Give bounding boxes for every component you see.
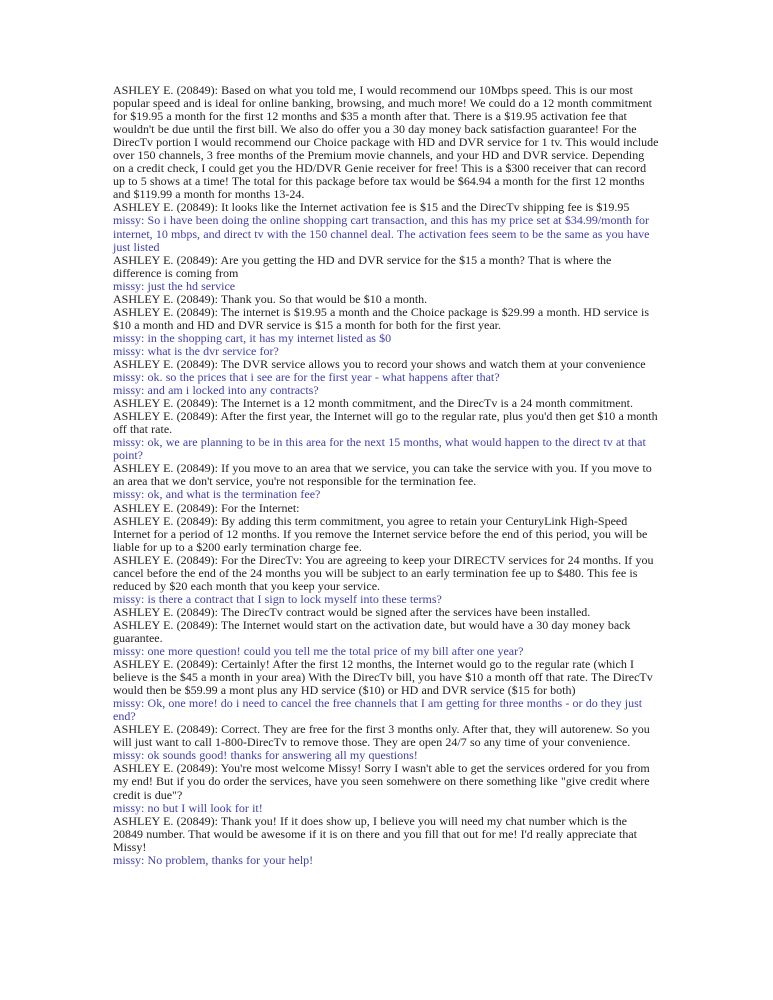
chat-message-agent: ASHLEY E. (20849): Are you getting the HD and DVR service for the $15 a month? That is where the difference is coming from <box>113 252 612 280</box>
chat-message-customer: missy: just the hd service <box>113 278 236 293</box>
chat-message-agent: ASHLEY E. (20849): By adding this term commitment, you agree to retain your CenturyLink High-Speed Internet for a period of 12 months. If you remove the Internet service before the end of this period, you will be liable for up to a $200 early termination charge fee. <box>113 513 648 554</box>
chat-message-agent: ASHLEY E. (20849): Certainly! After the first 12 months, the Internet would go to the regular rate (which I believe is the $45 a month in your area) With the DirecTv bill, you have $10 a month off that rate. The DirecTv would then be $59.99 a mont plus any HD service ($10) or HD and DVR service ($15 for both) <box>113 657 653 698</box>
chat-message-customer: missy: Ok, one more! do i need to cancel the free channels that I am getting for three months - or do they just end? <box>113 696 643 724</box>
chat-message-customer: missy: in the shopping cart, it has my internet listed as $0 <box>113 330 392 345</box>
chat-message-agent: ASHLEY E. (20849): The DirecTv contract would be signed after the services have been installed. <box>113 604 591 619</box>
chat-message-agent: ASHLEY E. (20849): The Internet is a 12 month commitment, and the DirecTv is a 24 month commitment. <box>113 396 633 411</box>
chat-message-agent: ASHLEY E. (20849): Correct. They are free for the first 3 months only. After that, they will autorenew. So you will just want to call 1-800-DirecTv to remove those. They are open 24/7 so any time of your convenience. <box>113 722 650 750</box>
chat-message-agent: ASHLEY E. (20849): If you move to an area that we service, you can take the service with you. If you move to an area that we don't service, you're not responsible for the termination fee. <box>113 461 652 489</box>
chat-message-agent: ASHLEY E. (20849): It looks like the Internet activation fee is $15 and the DirecTv shipping fee is $19.95 <box>113 200 630 215</box>
chat-message-customer: missy: ok, we are planning to be in this area for the next 15 months, what would happen to the direct tv at that point? <box>113 435 646 463</box>
chat-message-agent: ASHLEY E. (20849): For the DirecTv: You are agreeing to keep your DIRECTV services for 24 months. If you cancel before the end of the 24 months you will be subject to an early termination fee up to $480. This fee is reduced by $20 each month that you keep your service. <box>113 552 654 593</box>
chat-message-agent: ASHLEY E. (20849): Thank you. So that would be $10 a month. <box>113 291 428 306</box>
chat-message-customer: missy: No problem, thanks for your help! <box>113 852 314 867</box>
chat-message-customer: missy: ok, and what is the termination fee? <box>113 487 321 502</box>
chat-message-agent: ASHLEY E. (20849): Thank you! If it does show up, I believe you will need my chat number which is the 20849 number. That would be awesome if it is on there and you fill that out for me! I'd really appreciate that Missy! <box>113 813 637 854</box>
chat-message-agent: ASHLEY E. (20849): The internet is $19.95 a month and the Choice package is $29.99 a month. HD service is $10 a month and HD and DVR service is $15 a month for both for the first year. <box>113 304 650 332</box>
chat-message-customer: missy: one more question! could you tell me the total price of my bill after one year? <box>113 644 524 659</box>
chat-message-agent: ASHLEY E. (20849): You're most welcome Missy! Sorry I wasn't able to get the services ordered for you from my end! But if you do order the services, have you seen somehwere on there something like "give credit where credit is due"? <box>113 761 650 802</box>
chat-message-customer: missy: what is the dvr service for? <box>113 343 279 358</box>
chat-message-agent: ASHLEY E. (20849): The Internet would start on the activation date, but would have a 30 day money back guarantee. <box>113 617 631 645</box>
chat-message-customer: missy: ok sounds good! thanks for answering all my questions! <box>113 748 418 763</box>
chat-message-agent: ASHLEY E. (20849): For the Internet: <box>113 500 300 515</box>
chat-message-agent: ASHLEY E. (20849): The DVR service allows you to record your shows and watch them at your convenience <box>113 356 646 371</box>
chat-message-customer: missy: ok. so the prices that i see are for the first year - what happens after that? <box>113 370 500 385</box>
chat-message-customer: missy: So i have been doing the online shopping cart transaction, and this has my price set at $34.99/month for internet, 10 mbps, and direct tv with the 150 channel deal. The activation fees seem to be the same as you have just listed <box>113 213 650 254</box>
chat-message-customer: missy: no but I will look for it! <box>113 800 263 815</box>
chat-message-customer: missy: is there a contract that I sign to lock myself into these terms? <box>113 591 442 606</box>
chat-message-customer: missy: and am i locked into any contracts? <box>113 383 319 398</box>
chat-message-agent: ASHLEY E. (20849): Based on what you told me, I would recommend our 10Mbps speed. This is our most popular speed and is ideal for online banking, browsing, and much more! We could do a 12 month commitment for $19.95 a month for the first 12 months and $35 a month after that. There is a $19.95 activation fee that wouldn't be due until the first bill. We also do offer you a 30 day money back satisfaction guarantee! For the DirecTv portion I would recommend our Choice package with HD and DVR service for 1 tv. This would include over 150 channels, 3 free months of the Premium movie channels, and your HD and DVR service. Depending on a credit check, I could get you the HD/DVR Genie receiver for free! This is a $300 receiver that can record up to 5 shows at a time! The total for this package before tax would be $64.94 a month for the first 12 months and $119.99 a month for months 13-24. <box>113 83 659 202</box>
chat-message-agent: ASHLEY E. (20849): After the first year, the Internet will go to the regular rate, plus you'd then get $10 a month off that rate. <box>113 409 658 437</box>
chat-transcript <box>113 84 659 867</box>
